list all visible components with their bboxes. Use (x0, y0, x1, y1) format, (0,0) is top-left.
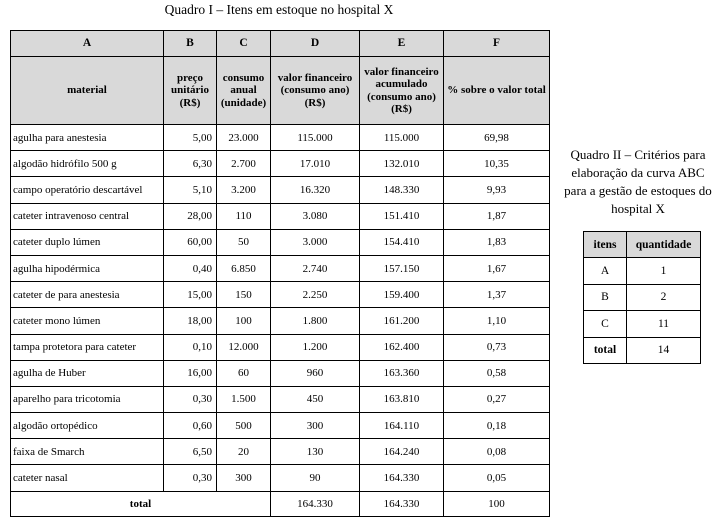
quadro2-body (584, 258, 701, 338)
cell-material: tampa protetora para cateter (11, 334, 164, 360)
cell-percentual: 10,35 (444, 151, 550, 177)
column-letters-row (11, 31, 550, 57)
quadro2-total-row (584, 337, 701, 363)
cell-consumo-anual: 2.700 (217, 151, 271, 177)
table-row (11, 177, 550, 203)
table-row (11, 413, 550, 439)
table-row (11, 334, 550, 360)
cell-material: cateter intravenoso central (11, 203, 164, 229)
cell-quantidade: 2 (627, 284, 701, 311)
cell-consumo-anual: 23.000 (217, 125, 271, 151)
total-valor-financeiro: 164.330 (271, 491, 360, 516)
cell-item: C (584, 311, 627, 338)
total-percentual: 100 (444, 491, 550, 516)
column-letter: A (11, 31, 164, 57)
cell-valor-financeiro: 130 (271, 439, 360, 465)
cell-preco-unitario: 6,30 (164, 151, 217, 177)
cell-consumo-anual: 1.500 (217, 386, 271, 412)
quadro1-table (10, 30, 550, 517)
cell-valor-acumulado: 157.150 (360, 255, 444, 281)
table-row (584, 311, 701, 338)
cell-consumo-anual: 60 (217, 360, 271, 386)
cell-valor-financeiro: 17.010 (271, 151, 360, 177)
cell-material: agulha de Huber (11, 360, 164, 386)
cell-valor-financeiro: 16.320 (271, 177, 360, 203)
cell-preco-unitario: 60,00 (164, 229, 217, 255)
column-letter: B (164, 31, 217, 57)
cell-percentual: 1,67 (444, 255, 550, 281)
cell-item: B (584, 284, 627, 311)
table-row (11, 308, 550, 334)
cell-valor-financeiro: 115.000 (271, 125, 360, 151)
cell-valor-acumulado: 163.810 (360, 386, 444, 412)
cell-valor-acumulado: 162.400 (360, 334, 444, 360)
total-row (11, 491, 550, 516)
header-itens: itens (584, 232, 627, 258)
table-row (11, 229, 550, 255)
cell-percentual: 1,83 (444, 229, 550, 255)
column-headers-row (11, 57, 550, 125)
cell-valor-financeiro: 2.250 (271, 282, 360, 308)
cell-preco-unitario: 0,30 (164, 465, 217, 491)
cell-valor-financeiro: 3.080 (271, 203, 360, 229)
total-valor-acumulado: 164.330 (360, 491, 444, 516)
cell-valor-acumulado: 161.200 (360, 308, 444, 334)
cell-consumo-anual: 12.000 (217, 334, 271, 360)
column-letter: F (444, 31, 550, 57)
cell-preco-unitario: 0,60 (164, 413, 217, 439)
table-row (11, 465, 550, 491)
table-row (11, 360, 550, 386)
cell-consumo-anual: 6.850 (217, 255, 271, 281)
cell-preco-unitario: 28,00 (164, 203, 217, 229)
cell-consumo-anual: 500 (217, 413, 271, 439)
quadro2-total-quantidade: 14 (627, 337, 701, 363)
cell-valor-financeiro: 1.800 (271, 308, 360, 334)
quadro2-caption: Quadro II – Critérios para elaboração da curva ABC para a gestão de estoques do hospital X (564, 147, 712, 216)
column-letter: D (271, 31, 360, 57)
header-consumo-anual: consumo anual (unidade) (217, 57, 271, 125)
cell-preco-unitario: 5,10 (164, 177, 217, 203)
cell-material: agulha hipodérmica (11, 255, 164, 281)
cell-percentual: 0,05 (444, 465, 550, 491)
cell-valor-acumulado: 163.360 (360, 360, 444, 386)
total-label: total (11, 491, 271, 516)
cell-preco-unitario: 0,30 (164, 386, 217, 412)
cell-material: cateter nasal (11, 465, 164, 491)
cell-preco-unitario: 15,00 (164, 282, 217, 308)
cell-percentual: 0,18 (444, 413, 550, 439)
cell-material: campo operatório descartável (11, 177, 164, 203)
table-row (11, 151, 550, 177)
cell-material: aparelho para tricotomia (11, 386, 164, 412)
cell-valor-acumulado: 159.400 (360, 282, 444, 308)
table-row (11, 439, 550, 465)
cell-material: cateter de para anestesia (11, 282, 164, 308)
header-valor-financeiro: valor financeiro (consumo ano) (R$) (271, 57, 360, 125)
cell-material: cateter duplo lúmen (11, 229, 164, 255)
cell-material: cateter mono lúmen (11, 308, 164, 334)
cell-percentual: 0,58 (444, 360, 550, 386)
cell-percentual: 9,93 (444, 177, 550, 203)
cell-valor-acumulado: 151.410 (360, 203, 444, 229)
table-row (584, 284, 701, 311)
cell-valor-acumulado: 164.330 (360, 465, 444, 491)
table-row (11, 255, 550, 281)
header-preco-unitario: preço unitário (R$) (164, 57, 217, 125)
cell-preco-unitario: 0,40 (164, 255, 217, 281)
cell-preco-unitario: 0,10 (164, 334, 217, 360)
cell-valor-acumulado: 132.010 (360, 151, 444, 177)
cell-percentual: 0,73 (444, 334, 550, 360)
cell-valor-financeiro: 300 (271, 413, 360, 439)
cell-percentual: 1,87 (444, 203, 550, 229)
table-row (11, 125, 550, 151)
cell-consumo-anual: 50 (217, 229, 271, 255)
cell-valor-financeiro: 960 (271, 360, 360, 386)
cell-consumo-anual: 100 (217, 308, 271, 334)
cell-valor-acumulado: 164.240 (360, 439, 444, 465)
table-row (11, 282, 550, 308)
cell-valor-financeiro: 450 (271, 386, 360, 412)
table-row (584, 258, 701, 285)
cell-valor-financeiro: 90 (271, 465, 360, 491)
cell-quantidade: 1 (627, 258, 701, 285)
header-quantidade: quantidade (627, 232, 701, 258)
cell-consumo-anual: 3.200 (217, 177, 271, 203)
cell-valor-acumulado: 115.000 (360, 125, 444, 151)
cell-preco-unitario: 16,00 (164, 360, 217, 386)
cell-valor-financeiro: 3.000 (271, 229, 360, 255)
cell-material: algodão ortopédico (11, 413, 164, 439)
cell-consumo-anual: 300 (217, 465, 271, 491)
table-row (11, 203, 550, 229)
header-material: material (11, 57, 164, 125)
column-letter: C (217, 31, 271, 57)
cell-consumo-anual: 110 (217, 203, 271, 229)
cell-preco-unitario: 18,00 (164, 308, 217, 334)
cell-item: A (584, 258, 627, 285)
quadro2-header-row (584, 232, 701, 258)
cell-valor-acumulado: 154.410 (360, 229, 444, 255)
header-percentual: % sobre o valor total (444, 57, 550, 125)
quadro1-body (11, 125, 550, 492)
header-valor-acumulado: valor financeiro acumulado (consumo ano) (R$) (360, 57, 444, 125)
cell-percentual: 1,10 (444, 308, 550, 334)
cell-percentual: 1,37 (444, 282, 550, 308)
cell-percentual: 0,08 (444, 439, 550, 465)
cell-consumo-anual: 20 (217, 439, 271, 465)
cell-preco-unitario: 5,00 (164, 125, 217, 151)
cell-material: algodão hidrófilo 500 g (11, 151, 164, 177)
cell-percentual: 0,27 (444, 386, 550, 412)
cell-valor-financeiro: 2.740 (271, 255, 360, 281)
cell-consumo-anual: 150 (217, 282, 271, 308)
cell-quantidade: 11 (627, 311, 701, 338)
cell-material: faixa de Smarch (11, 439, 164, 465)
cell-material: agulha para anestesia (11, 125, 164, 151)
quadro2-total-label: total (584, 337, 627, 363)
cell-valor-acumulado: 148.330 (360, 177, 444, 203)
quadro1-caption: Quadro I – Itens em estoque no hospital X (164, 2, 394, 17)
cell-valor-financeiro: 1.200 (271, 334, 360, 360)
table-row (11, 386, 550, 412)
cell-valor-acumulado: 164.110 (360, 413, 444, 439)
quadro2-table (583, 231, 701, 364)
cell-percentual: 69,98 (444, 125, 550, 151)
cell-preco-unitario: 6,50 (164, 439, 217, 465)
column-letter: E (360, 31, 444, 57)
